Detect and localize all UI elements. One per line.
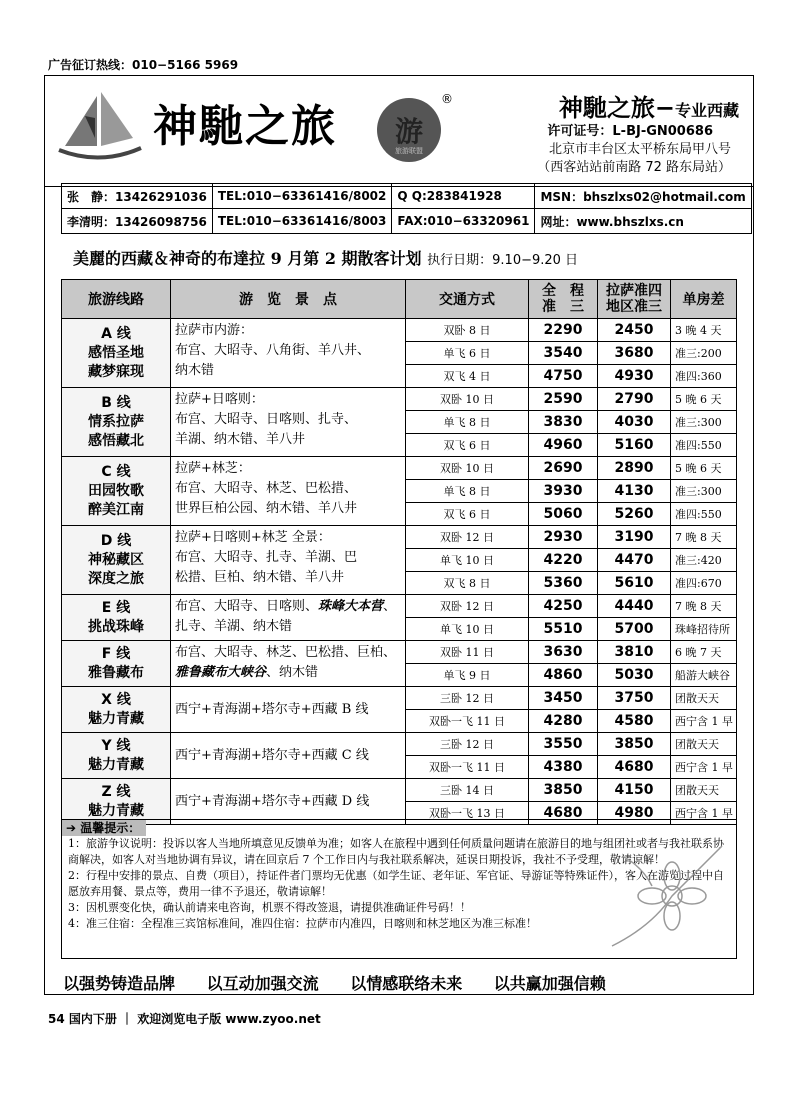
transport-mode: 三卧 12 日: [406, 687, 529, 710]
price-standard: 3830: [529, 411, 598, 434]
transport-mode: 双飞 6 日: [406, 503, 529, 526]
notice-item: 4：准三住宿：全程准三宾馆标准间，准四住宿：拉萨市内准四，日喀则和林芝地区为准三标准！: [68, 917, 537, 930]
price-premium: 2890: [598, 457, 671, 480]
route-name: [62, 595, 171, 641]
company-logo-text: 神馳之旅: [153, 101, 337, 152]
plan-title: [73, 246, 578, 269]
price-standard: 3930: [529, 480, 598, 503]
route-sights: [171, 457, 406, 526]
plan-title-text: 美麗的西藏＆神奇的布達拉 9 月第 2 期散客计划: [73, 249, 422, 268]
col-sights: 游 览 景 点: [171, 280, 406, 319]
transport-mode: 双卧 12 日: [406, 526, 529, 549]
address: 北京市丰台区太平桥东局甲八号: [548, 142, 731, 157]
sight-text: 西宁+青海湖+塔尔寺+西藏 D 线: [175, 793, 370, 809]
price-standard: 2930: [529, 526, 598, 549]
route-name-line: Z 线: [101, 783, 131, 800]
route-sights: [171, 779, 406, 825]
price-premium: 4440: [598, 595, 671, 618]
contact-cell: 李清明：13426098756: [62, 209, 213, 234]
sight-text: 世界巨柏公园、纳木错、羊八井: [175, 501, 358, 516]
page-footer: 54 国内下册 ｜ 欢迎浏览电子版 www.zyoo.net: [48, 1012, 321, 1026]
route-name: [62, 388, 171, 457]
transport-mode: 单飞 10 日: [406, 549, 529, 572]
single-supplement: 船游大峡谷: [671, 664, 737, 687]
contact-cell: TEL:010−63361416/8003: [212, 209, 392, 234]
price-premium: 4930: [598, 365, 671, 388]
single-supplement: 准四:670: [671, 572, 737, 595]
transport-mode: 双飞 6 日: [406, 434, 529, 457]
sight-text: 珠峰大本营: [318, 599, 384, 614]
price-premium: 3850: [598, 733, 671, 756]
seal-subtext: 旅游联盟: [395, 147, 423, 155]
contact-cell: TEL:010−63361416/8002: [212, 184, 392, 209]
contact-row: [62, 184, 752, 209]
transport-mode: 三卧 14 日: [406, 779, 529, 802]
transport-mode: 双卧一飞 13 日: [406, 802, 529, 825]
route-name-line: F 线: [101, 645, 131, 662]
price-premium: 5610: [598, 572, 671, 595]
price-standard: 4960: [529, 434, 598, 457]
route-name-line: 雅鲁藏布: [88, 664, 144, 681]
price-premium: 3680: [598, 342, 671, 365]
single-supplement: 团散天天: [671, 733, 737, 756]
notice-item: 1：旅游争议说明：投诉以客人当地所填意见反馈单为准；如客人在旅程中遇到任何质量问题请在旅游目的地与组团社或者与我社联系协商解决，如客人对当地协调有异议，请在回京后 7 个工作日内与我社联系解决，延误日期投诉，我社不予受理，敬请谅解！: [68, 837, 724, 866]
price-standard: 5510: [529, 618, 598, 641]
price-premium: 4980: [598, 802, 671, 825]
transport-mode: 单飞 8 日: [406, 480, 529, 503]
route-row: [62, 733, 737, 756]
transport-mode: 单飞 9 日: [406, 664, 529, 687]
route-name-line: D 线: [100, 532, 132, 549]
price-premium: 2450: [598, 319, 671, 342]
sight-text: 西宁+青海湖+塔尔寺+西藏 C 线: [175, 747, 369, 763]
price-standard: 2590: [529, 388, 598, 411]
route-name-line: C 线: [101, 463, 131, 480]
price-premium: 4030: [598, 411, 671, 434]
route-name: [62, 779, 171, 825]
sight-text: 、扎寺、羊湖、纳木错: [175, 599, 397, 634]
sight-text: 羊湖、纳木错、羊八井: [175, 432, 306, 447]
route-name-line: A 线: [101, 325, 131, 342]
price-standard: 2690: [529, 457, 598, 480]
transport-mode: 单飞 10 日: [406, 618, 529, 641]
price-standard: 4750: [529, 365, 598, 388]
single-supplement: 准三:420: [671, 549, 737, 572]
col-price-standard: 全 程 准 三: [529, 280, 598, 319]
price-premium: 4470: [598, 549, 671, 572]
route-name-line: 醉美江南: [88, 501, 144, 518]
price-standard: 3850: [529, 779, 598, 802]
contact-row: [62, 209, 752, 234]
price-standard: 5060: [529, 503, 598, 526]
address-note: （西客站站前南路 72 路东局站）: [537, 160, 731, 175]
price-premium: 5030: [598, 664, 671, 687]
single-supplement: 西宁含 1 早: [671, 756, 737, 779]
transport-mode: 双卧 12 日: [406, 595, 529, 618]
route-name: [62, 687, 171, 733]
route-row: [62, 641, 737, 664]
route-name-line: X 线: [101, 691, 131, 708]
route-name: [62, 526, 171, 595]
route-name-line: 藏梦寐现: [88, 363, 144, 380]
sight-text: 纳木错: [175, 363, 215, 378]
route-name: [62, 733, 171, 779]
route-name-line: 神秘藏区: [88, 551, 144, 568]
route-row: [62, 687, 737, 710]
route-name-line: Y 线: [101, 737, 131, 754]
price-standard: 4860: [529, 664, 598, 687]
route-sights: [171, 641, 406, 687]
brand-name: 神馳之旅−: [558, 93, 675, 122]
price-premium: 3750: [598, 687, 671, 710]
price-standard: 3550: [529, 733, 598, 756]
single-supplement: 5 晚 6 天: [671, 388, 737, 411]
contact-cell: 网址：www.bhszlxs.cn: [535, 209, 751, 234]
route-name: [62, 319, 171, 388]
price-premium: 3810: [598, 641, 671, 664]
price-standard: 4250: [529, 595, 598, 618]
route-name: [62, 641, 171, 687]
transport-mode: 单飞 8 日: [406, 411, 529, 434]
route-name-line: E 线: [101, 599, 131, 616]
sight-text: 拉萨市内游：: [175, 323, 254, 338]
slogan: 以强势铸造品牌: [63, 974, 176, 993]
col-price-premium: 拉萨准四 地区准三: [598, 280, 671, 319]
plan-date: 执行日期：9.10−9.20 日: [427, 253, 579, 268]
transport-mode: 单飞 6 日: [406, 342, 529, 365]
single-supplement: 团散天天: [671, 687, 737, 710]
sight-text: 拉萨+日喀则+林芝 全景：: [175, 530, 331, 545]
col-route: 旅游线路: [62, 280, 171, 319]
price-premium: 5260: [598, 503, 671, 526]
slogan-bar: [63, 971, 739, 994]
single-supplement: 准四:550: [671, 503, 737, 526]
transport-mode: 双卧 10 日: [406, 388, 529, 411]
price-standard: 3450: [529, 687, 598, 710]
sight-text: 布宫、大昭寺、扎寺、羊湖、巴: [175, 550, 358, 565]
single-supplement: 珠峰招待所: [671, 618, 737, 641]
slogan: 以互动加强交流: [206, 974, 319, 993]
single-supplement: 准四:550: [671, 434, 737, 457]
license-number: 许可证号：L-BJ-GN00686: [547, 124, 713, 139]
sight-text: 巨柏、: [357, 645, 397, 660]
route-sights: [171, 319, 406, 388]
route-sights: [171, 526, 406, 595]
route-name-line: 魅力青藏: [88, 710, 144, 727]
price-standard: 4680: [529, 802, 598, 825]
price-standard: 4280: [529, 710, 598, 733]
ad-hotline: 广告征订热线：010−5166 5969: [48, 58, 239, 72]
route-sights: [171, 733, 406, 779]
route-sights: [171, 687, 406, 733]
price-standard: 4380: [529, 756, 598, 779]
sight-text: 、纳木错: [266, 665, 319, 680]
header: [45, 76, 753, 187]
single-supplement: 7 晚 8 天: [671, 595, 737, 618]
sailboat-logo-icon: [55, 88, 145, 168]
route-name-line: B 线: [101, 394, 131, 411]
price-premium: 4150: [598, 779, 671, 802]
single-supplement: 团散天天: [671, 779, 737, 802]
contact-cell: MSN：bhszlxs02@hotmail.com: [535, 184, 751, 209]
price-standard: 4220: [529, 549, 598, 572]
price-standard: 5360: [529, 572, 598, 595]
transport-mode: 双卧 10 日: [406, 457, 529, 480]
brand-title: [559, 88, 739, 123]
sight-text: 拉萨+日喀则：: [175, 392, 264, 407]
col-single-supplement: 单房差: [671, 280, 737, 319]
contact-cell: 张 静：13426291036: [62, 184, 213, 209]
price-standard: 3540: [529, 342, 598, 365]
notice-title: ➔ 温馨提示：: [62, 820, 146, 836]
single-supplement: 7 晚 8 天: [671, 526, 737, 549]
price-premium: 4580: [598, 710, 671, 733]
sight-text: 布宫、大昭寺、日喀则、扎寺、: [175, 412, 358, 427]
price-premium: 2790: [598, 388, 671, 411]
brand-suffix: 专业西藏: [674, 101, 739, 120]
transport-mode: 双卧一飞 11 日: [406, 756, 529, 779]
sight-text: 松措、巨柏、纳木错、羊八井: [175, 570, 345, 585]
route-sights: [171, 388, 406, 457]
route-name: [62, 457, 171, 526]
single-supplement: 5 晚 6 天: [671, 457, 737, 480]
notice-item: 2：行程中安排的景点、自费（项目），持证件者门票均无优惠（如学生证、老年证、军官证、导游证等特殊证件），客人在游览过程中自愿放弃用餐、景点等，费用一律不予退还，敬请谅解！: [68, 869, 724, 898]
contact-cell: Q Q:283841928: [392, 184, 535, 209]
flower-decoration-icon: [592, 836, 732, 956]
price-standard: 2290: [529, 319, 598, 342]
seal-logo: [377, 98, 441, 162]
route-sights: [171, 595, 406, 641]
route-row: [62, 457, 737, 480]
slogan: 以情感联络未来: [350, 974, 463, 993]
contact-cell: FAX:010−63320961: [392, 209, 535, 234]
route-name-line: 感悟藏北: [88, 432, 144, 449]
price-premium: 4680: [598, 756, 671, 779]
transport-mode: 三卧 12 日: [406, 733, 529, 756]
transport-mode: 双飞 4 日: [406, 365, 529, 388]
transport-mode: 双卧一飞 11 日: [406, 710, 529, 733]
single-supplement: 准三:200: [671, 342, 737, 365]
transport-mode: 双飞 8 日: [406, 572, 529, 595]
notice-item: 3：因机票变化快，确认前请来电咨询，机票不得改签退，请提供准确证件号码！！: [68, 901, 471, 914]
notice-box: [61, 819, 737, 959]
transport-mode: 双卧 8 日: [406, 319, 529, 342]
single-supplement: 准四:360: [671, 365, 737, 388]
sight-text: 布宫、大昭寺、林芝、巴松措、: [175, 645, 358, 660]
route-name-line: 感悟圣地: [88, 344, 144, 361]
sight-text: 布宫、大昭寺、日喀则、: [175, 599, 319, 614]
transport-mode: 双卧 11 日: [406, 641, 529, 664]
route-name-line: 田园牧歌: [88, 482, 144, 499]
sight-text: 拉萨+林芝：: [175, 461, 251, 476]
route-row: [62, 319, 737, 342]
route-row: [62, 388, 737, 411]
route-name-line: 情系拉萨: [88, 413, 144, 430]
advertisement-frame: [44, 75, 754, 995]
price-standard: 3630: [529, 641, 598, 664]
route-row: [62, 526, 737, 549]
seal-char: 游: [394, 115, 423, 148]
slogan: 以共赢加强信赖: [493, 974, 606, 993]
route-name-line: 魅力青藏: [88, 756, 144, 773]
route-table: [61, 279, 737, 825]
route-row: [62, 779, 737, 802]
route-table-header: [62, 280, 737, 319]
sight-text: 西宁+青海湖+塔尔寺+西藏 B 线: [175, 701, 369, 717]
sight-text: 布宫、大昭寺、八角街、羊八井、: [175, 343, 371, 358]
single-supplement: 准三:300: [671, 480, 737, 503]
contact-table: [61, 183, 752, 234]
single-supplement: 西宁含 1 早: [671, 710, 737, 733]
price-premium: 4130: [598, 480, 671, 503]
price-premium: 5700: [598, 618, 671, 641]
route-name-line: 魅力青藏: [88, 802, 144, 819]
single-supplement: 准三:300: [671, 411, 737, 434]
single-supplement: 3 晚 4 天: [671, 319, 737, 342]
route-name-line: 挑战珠峰: [88, 618, 144, 635]
single-supplement: 6 晚 7 天: [671, 641, 737, 664]
route-row: [62, 595, 737, 618]
price-premium: 3190: [598, 526, 671, 549]
single-supplement: 西宁含 1 早: [671, 802, 737, 825]
registered-mark: ®: [441, 92, 453, 106]
sight-text: 布宫、大昭寺、林芝、巴松措、: [175, 481, 358, 496]
col-transport: 交通方式: [406, 280, 529, 319]
sight-text: 雅鲁藏布大峡谷: [175, 665, 267, 680]
price-premium: 5160: [598, 434, 671, 457]
route-name-line: 深度之旅: [88, 570, 144, 587]
